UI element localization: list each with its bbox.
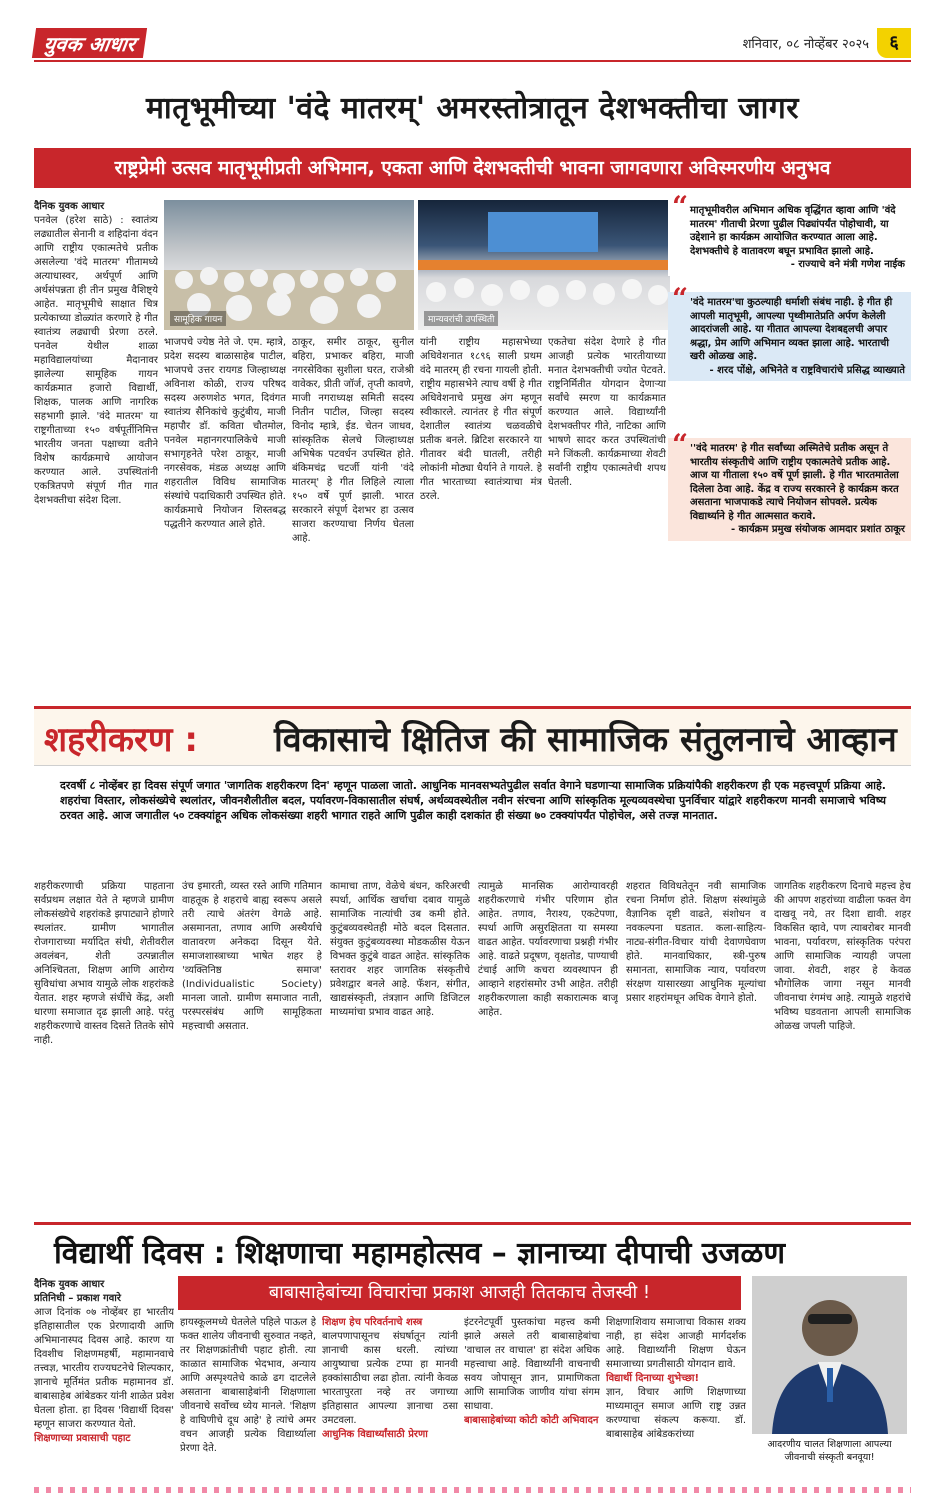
article2-column-1: [34, 880, 174, 1200]
portrait-photo: [752, 1276, 907, 1434]
article3-col1-text: आज दिनांक ०७ नोव्हेंबर हा भारतीय इतिहासातील एक प्रेरणादायी आणि अभिमानास्पद दिवस आहे. कारण या दिवशीच शिक्षणमहर्षी, महामानवाचे तत्त्वज्ञ, भारतीय राज्यघटनेचे शिल्पकार, ज्ञानाचे मूर्तिमंत प्रतीक महामानव डॉ. बाबासाहेब आंबेडकर यांनी शाळेत प्रवेश घेतला होता. हा दिवस 'विद्यार्थी दिवस' म्हणून साजरा करण्यात येतो.: [34, 1307, 174, 1430]
article3-col3-text: बालपणापासूनच संघर्षातून त्यांनी ज्ञानाची कास धरली. त्यांच्या आयुष्याचा प्रत्येक टप्पा हा मानवी हक्कांसाठीचा लढा होता. त्यांनी केवळ भारतापुरता नव्हे तर जगाच्या इतिहासात आपल्या ज्ञानाचा ठसा उमटवला.: [322, 1331, 458, 1426]
rally-photo-label: सामूहिक गायन: [170, 311, 226, 326]
article3-headline-band: [34, 1222, 911, 1272]
article3-subheadline: बाबासाहेबांच्या विचारांचा प्रकाश आजही तितकाच तेजस्वी !: [178, 1276, 741, 1310]
article3-col3-heading: शिक्षण हेच परिवर्तनाचे शस्त्र: [322, 1317, 423, 1328]
quote-box-2: [668, 282, 911, 381]
quote-2-author: - शरद पोंक्षे, अभिनेते व राष्ट्रविचारांचे प्रसिद्ध व्याख्याते: [709, 364, 905, 376]
article1-col3-text: ठाकूर, समीर ठाकूर, सुनील बहिरा, प्रभाकर बहिरा, माजी नगरसेविका सुशीला घरत, राजेश्री वावेकर, प्रीती जॉर्ज, तृप्ती कावणे, माजी नगराध्यक्ष समिती सदस्य नितीन पाटील, जिल्हा सदस्य विनोद म्हात्रे, ईड. चेतन जाधव, सांस्कृतिक सेलचे जिल्हाध्यक्ष अभिषेक पटवर्धन उपस्थित होते. बंकिमचंद्र चटर्जी यांनी 'वंदे मातरम्' हे गीत लिहिले त्याला १५० वर्षे पूर्ण झाली. भारत सरकारने संपूर्ण देशभर हा उत्सव साजरा करण्याचा निर्णय घेतला आहे.: [292, 337, 414, 544]
article2-column-6: [774, 880, 911, 1200]
portrait-illustration: [752, 1276, 907, 1434]
article3-col5-subhead: विद्यार्थी दिनाच्या शुभेच्छा!: [606, 1373, 700, 1384]
quote-mark-icon: “: [672, 428, 689, 461]
article3-col3-subhead: आधुनिक विद्यार्थ्यांसाठी प्रेरणा: [322, 1429, 428, 1440]
article2-col3-text: कामाचा ताण, वेळेचे बंधन, करिअरची स्पर्धा, आर्थिक खर्चाचा दबाव यामुळे सामाजिक नात्यांची उब कमी होते. कुटुंबव्यवस्थेतही मोठे बदल दिसतात. संयुक्त कुटुंबव्यवस्था मोडकळीस येऊन विभक्त कुटुंबे वाढत आहेत. सांस्कृतिक स्तरावर शहर जागतिक संस्कृतीचे प्रवेशद्वार बनले आहे. फॅशन, संगीत, खाद्यसंस्कृती, तंत्रज्ञान आणि डिजिटल माध्यमांचा प्रभाव वाढत आहे.: [330, 881, 470, 1018]
article3-col1-subhead: शिक्षणाच्या प्रवासाची पहाट: [34, 1433, 131, 1444]
article3-col5b-text: ज्ञान, विचार आणि शिक्षणाच्या माध्यमातून समाज आणि राष्ट्र उन्नत करण्याचा संकल्प करूया. डॉ. बाबासाहेब आंबेडकरांच्या: [606, 1387, 746, 1440]
article2-col4-text: त्यामुळे मानसिक आरोग्यावरही शहरीकरणाचे गंभीर परिणाम होत आहेत. तणाव, नैराश्य, एकटेपणा, स्पर्धा आणि असुरक्षितता या समस्या वाढत आहेत. पर्यावरणाचा प्रश्नही गंभीर आहे. वाढते प्रदूषण, वृक्षतोड, पाण्याची टंचाई आणि कचरा व्यवस्थापन ही आव्हाने शहरांसमोर उभी आहेत. तरीही शहरीकरणाला काही सकारात्मक बाजू आहेत.: [478, 881, 618, 1018]
article3-col2-text: हायस्कूलमध्ये घेतलेले पहिले पाऊल हे फक्त शालेय जीवनाची सुरुवात नव्हते, तर शिक्षणक्रांतीची पहाट होती. त्या काळात सामाजिक भेदभाव, अन्याय आणि अस्पृश्यतेचे काळे ढग दाटलेले असताना बाबासाहेबांनी शिक्षणाला जीवनाचे सर्वोच्च ध्येय मानले. 'शिक्षण हे वाघिणीचे दूध आहे' हे त्यांचे अमर वचन आजही प्रत्येक विद्यार्थ्याला प्रेरणा देते.: [180, 1317, 316, 1454]
quote-3-author: - कार्यक्रम प्रमुख संयोजक आमदार प्रशांत ठाकूर: [730, 524, 905, 535]
article2-col5-text: शहरात विविधतेतून नवी सामाजिक रचना निर्माण होते. शिक्षण संस्थांमुळे वैज्ञानिक दृष्टी वाढते, संशोधन व नवकल्पना घडतात. कला-साहित्य-नाट्य-संगीत-विचार यांची देवाणघेवाण होते. मानवाधिकार, स्त्री-पुरुष समानता, सामाजिक न्याय, पर्यावरण संरक्षण यासारख्या आधुनिक मूल्यांचा प्रसार शहरांमधून अधिक वेगाने होतो.: [626, 881, 766, 1004]
quote-2-text: 'वंदे मातरम'चा कुठल्याही धर्माशी संबंध नाही. हे गीत ही आपली मातृभूमी, आपल्या पृथ्वीमातेप्रति अर्पण केलेली आदरांजली आहे. या गीतात आपल्या देशबद्दलची अपार श्रद्धा, प्रेम आणि अभिमान व्यक्त झाला आहे. भारताची खरी ओळख आहे.: [690, 297, 893, 362]
article1-byline: दैनिक युवक आधार: [34, 201, 105, 212]
article2-headline-band: [34, 706, 911, 766]
article2-column-5: [626, 880, 766, 1200]
article1-column-4: [420, 336, 542, 690]
rally-photo: [164, 200, 414, 330]
article3-column-4: [464, 1316, 600, 1468]
article3-column-2: [180, 1316, 316, 1468]
quote-box-3: [668, 428, 911, 541]
article2-col1-text: शहरीकरणाची प्रक्रिया पाहताना सर्वप्रथम लक्षात येते ते म्हणजे ग्रामीण लोकसंख्येचे शहरांकडे झपाट्याने होणारे स्थलांतर. ग्रामीण भागातील रोजगाराच्या मर्यादित संधी, शेतीवरील अवलंबन, शेती उत्पन्नातील अनिश्चितता, शिक्षण आणि आरोग्य सुविधांचा अभाव यामुळे लोक शहरांकडे येतात. शहर म्हणजे संधींचे केंद्र, अशी धारणा समाजात दृढ झाली आहे. परंतु शहरीकरणाचे वास्तव दिसते तितके सोपे नाही.: [34, 881, 174, 1046]
issue-date: शनिवार, ०८ नोव्हेंबर २०२५: [742, 37, 869, 52]
quote-mark-icon: “: [672, 282, 689, 315]
article2-column-2: [182, 880, 322, 1200]
article3-reporter: प्रतिनिधी – प्रकाश गवारे: [34, 1293, 121, 1304]
article1-col1-text: पनवेल (हरेश साठे) : स्वातंत्र्य लढ्यातील सेनानी व शहिदांना वंदन आणि राष्ट्रीय एकात्मतेचे प्रतीक असलेल्या 'वंदे मातरम' गीतामध्ये अत्याधास्वर, अर्थपूर्ण आणि अर्थसंपन्नता ही तीन प्रमुख वैशिष्ट्ये आहेत. मातृभूमीचे साक्षात चित्र प्रत्येकाच्या डोळ्यांत करणारे हे गीत स्वातंत्र्य लढ्याची प्रेरणा ठरले. पनवेल येथील शाळा महाविद्यालयांच्या मैदानावर झालेल्या सामूहिक गायन कार्यक्रमात हजारो विद्यार्थी, शिक्षक, पालक आणि नागरिक सहभागी झाले. 'वंदे मातरम' या राष्ट्रगीताच्या १५० वर्षपूर्तीनिमित्त भारतीय जनता पक्षाच्या वतीने विशेष कार्यक्रमाचे आयोजन करण्यात आले. उपस्थितांनी एकत्रितपणे संपूर्ण गीत गात देशभक्तीचा संदेश दिला.: [34, 215, 158, 506]
article1-col5-text: एकतेचा संदेश देणारे हे गीत आजही प्रत्येक भारतीयाच्या मनात देशभक्तीची ज्योत पेटवते. राष्ट्रनिर्मितीत योगदान देणाऱ्या सर्वांचे स्मरण या कार्यक्रमात करण्यात आले. विद्यार्थ्यांनी देशभक्तीपर गीते, नाटिका आणि भाषणे सादर करत उपस्थितांची मने जिंकली. कार्यक्रमाच्या शेवटी सर्वांनी राष्ट्रीय एकात्मतेची शपथ घेतली.: [548, 337, 666, 488]
article2-lead: दरवर्षी ८ नोव्हेंबर हा दिवस संपूर्ण जगात 'जागतिक शहरीकरण दिन' म्हणून पाळला जातो. आधुनिक मानवसभ्यतेपुढील सर्वात वेगाने घडणाऱ्या सामाजिक प्रक्रियांपैकी शहरीकरण ही एक महत्त्वपूर्ण प्रक्रिया आहे. शहरांचा विस्तार, लोकसंख्येचे स्थलांतर, जीवनशैलीतील बदल, पर्यावरण-विकासातील संघर्ष, अर्थव्यवस्थेतील नवीन संरचना आणि सांस्कृतिक मूल्यव्यवस्थेचा पुनर्विचार यांद्वारे शहरीकरण मानवी समाजाचे भविष्य ठरवत आहे. आज जगातील ५० टक्क्यांहून अधिक लोकसंख्या शहरी भागात राहते आणि पुढील काही दशकांत ही संख्या ७० टक्क्यांपर्यंत पोहोचेल, असे तज्ज्ञ मानतात.: [60, 779, 886, 822]
portrait-caption: आदरणीय चालत शिक्षणाला आपल्या जीवनाची संस्कृती बनवूया!: [767, 1439, 892, 1463]
article1-col2-text: भाजपचे ज्येष्ठ नेते जे. एम. म्हात्रे, प्रदेश सदस्य बाळासाहेब पाटील, भाजपचे उत्तर रायगड जिल्हाध्यक्ष अविनाश कोळी, राज्य परिषद सदस्य अरुणशेठ भगत, दिवंगत स्वातंत्र्य सैनिकांचे कुटुंबीय, माजी महापौर डॉ. कविता चौतमोल, पनवेल महानगरपालिकेचे माजी सभागृहनेते परेश ठाकूर, माजी नगरसेवक, मंडळ अध्यक्ष आणि शहरातील विविध सामाजिक संस्थांचे पदाधिकारी उपस्थित होते. कार्यक्रमाचे नियोजन शिस्तबद्ध पद्धतीने करण्यात आले होते.: [164, 337, 286, 530]
quote-1-text: मातृभूमीवरील अभिमान अधिक वृद्धिंगत व्हावा आणि 'वंदे मातरम' गीताची प्रेरणा पुढील पिढ्यांपर्यंत पोहोचावी, या उद्देशाने हा कार्यक्रम आयोजित करण्यात आला आहे. देशभक्तीचे हे वातावरण बघून प्रभावित झालो आहे.: [690, 205, 896, 257]
article2-col6-text: जागतिक शहरीकरण दिनाचे महत्त्व हेच की आपण शहरांच्या वाढीला फक्त वेग दाखवू नये, तर दिशा द्यावी. शहर विकसित व्हावे, पण त्याबरोबर मानवी भावना, पर्यावरण, सांस्कृतिक परंपरा आणि सामाजिक न्यायही जपला जावा. शेवटी, शहर हे केवळ भौगोलिक जागा नसून मानवी जीवनाचा रंगमंच आहे. त्यामुळे शहरांचे भविष्य घडवताना आपली सामाजिक ओळख जपली पाहिजे.: [774, 881, 911, 1032]
article1-subheadline: राष्ट्रप्रेमी उत्सव मातृभूमीप्रती अभिमान, एकता आणि देशभक्तीची भावना जागवणारा अविस्मरणीय अनुभव: [34, 148, 911, 188]
quote-1-author: - राज्याचे वने मंत्री गणेश नाईक: [790, 259, 905, 270]
page-number: ६: [877, 28, 911, 58]
article2-headline-black: विकासाचे क्षितिज की सामाजिक संतुलनाचे आव्हान: [274, 720, 897, 760]
article2-column-3: [330, 880, 470, 1200]
bottom-ornament: [34, 1487, 911, 1493]
article1-col4-text: यांनी राष्ट्रीय महासभेच्या अधिवेशनात १८९६ साली प्रथम वंदे मातरम् ही रचना गायली होती. राष्ट्रीय महासभेने त्याच वर्षी हे गीत अधिवेशनाचे प्रमुख अंग म्हणून स्वीकारले. त्यानंतर हे गीत संपूर्ण देशातील स्वातंत्र्य चळवळीचे प्रतीक बनले. ब्रिटिश सरकारने या गीतावर बंदी घातली, तरीही लोकांनी मोठ्या धैर्याने ते गायले. हे गीत भारताच्या स्वातंत्र्याचा मंत्र ठरले.: [420, 337, 542, 502]
article3-col4-text: इंटरनेटपूर्वी पुस्तकांचा महत्त्व कमी झाले असले तरी बाबासाहेबांचा 'वाचाल तर वाचाल' हा संदेश अधिक महत्त्वाचा आहे. विद्यार्थ्यांनी वाचनाची सवय जोपासून ज्ञान, प्रामाणिकता आणि सामाजिक जाणीव यांचा संगम साधावा.: [464, 1317, 600, 1412]
article1-headline: मातृभूमीच्या 'वंदे मातरम्' अमरस्तोत्रातून देशभक्तीचा जागर: [145, 91, 799, 126]
newspaper-logo: युवक आधार: [32, 28, 147, 58]
article2-column-4: [478, 880, 618, 1200]
masthead: [34, 28, 911, 62]
article3-column-5: [606, 1316, 746, 1468]
quote-3-text: ''वंदे मातरम' हे गीत सर्वांच्या अस्मितेचे प्रतीक असून ते भारतीय संस्कृतीचे आणि राष्ट्रीय एकात्मतेचे प्रतीक आहे. आज या गीताला १५० वर्षे पूर्ण झाली. हे गीत भारतमातेला दिलेला ठेवा आहे. केंद्र व राज्य सरकारने हे कार्यक्रम करत असताना भाजपाकडे त्याचे नियोजन सोपवले. प्रत्येक विद्यार्थ्याने हे गीत आत्मसात करावे.: [690, 443, 899, 522]
article3-col4-subhead: बाबासाहेबांच्या कोटी कोटी अभिवादन: [464, 1415, 599, 1426]
article1-column-2: [164, 336, 286, 690]
article2-col2-text: उंच इमारती, व्यस्त रस्ते आणि गतिमान वाहतूक हे शहराचे बाह्य स्वरूप असले तरी त्याचे अंतरंग वेगळे आहे. असमानता, तणाव आणि अस्थैर्याचे वातावरण अनेकदा दिसून येते. समाजशास्त्राच्या भाषेत शहर हे 'व्यक्तिनिष्ठ समाज' (Individualistic Society) मानला जातो. ग्रामीण समाजात नाती, परस्परसंबंध आणि सामूहिकता महत्त्वाची असतात.: [182, 881, 322, 1032]
article2-headline-red: शहरीकरण :: [44, 720, 198, 760]
article1-column-1: [34, 200, 158, 690]
quote-box-1: [668, 190, 911, 276]
article3-col5-text: शिक्षणाशिवाय समाजाचा विकास शक्य नाही, हा संदेश आजही मार्गदर्शक आहे. विद्यार्थ्यांनी शिक्षण घेऊन समाजाच्या प्रगतीसाठी योगदान द्यावे.: [606, 1317, 746, 1370]
article3-headline: विद्यार्थी दिवस : शिक्षणाचा महामहोत्सव – ज्ञानाच्या दीपाची उजळण: [54, 1236, 786, 1271]
quote-mark-icon: “: [672, 190, 689, 223]
stage-photo-label: मान्यवरांची उपस्थिती: [424, 311, 498, 326]
article1-column-3: [292, 336, 414, 690]
article1-column-5: [548, 336, 666, 690]
article3-column-3: [322, 1316, 458, 1468]
article3-byline: दैनिक युवक आधार: [34, 1279, 105, 1290]
stage-photo: [418, 200, 670, 330]
article3-column-1: [34, 1278, 174, 1468]
